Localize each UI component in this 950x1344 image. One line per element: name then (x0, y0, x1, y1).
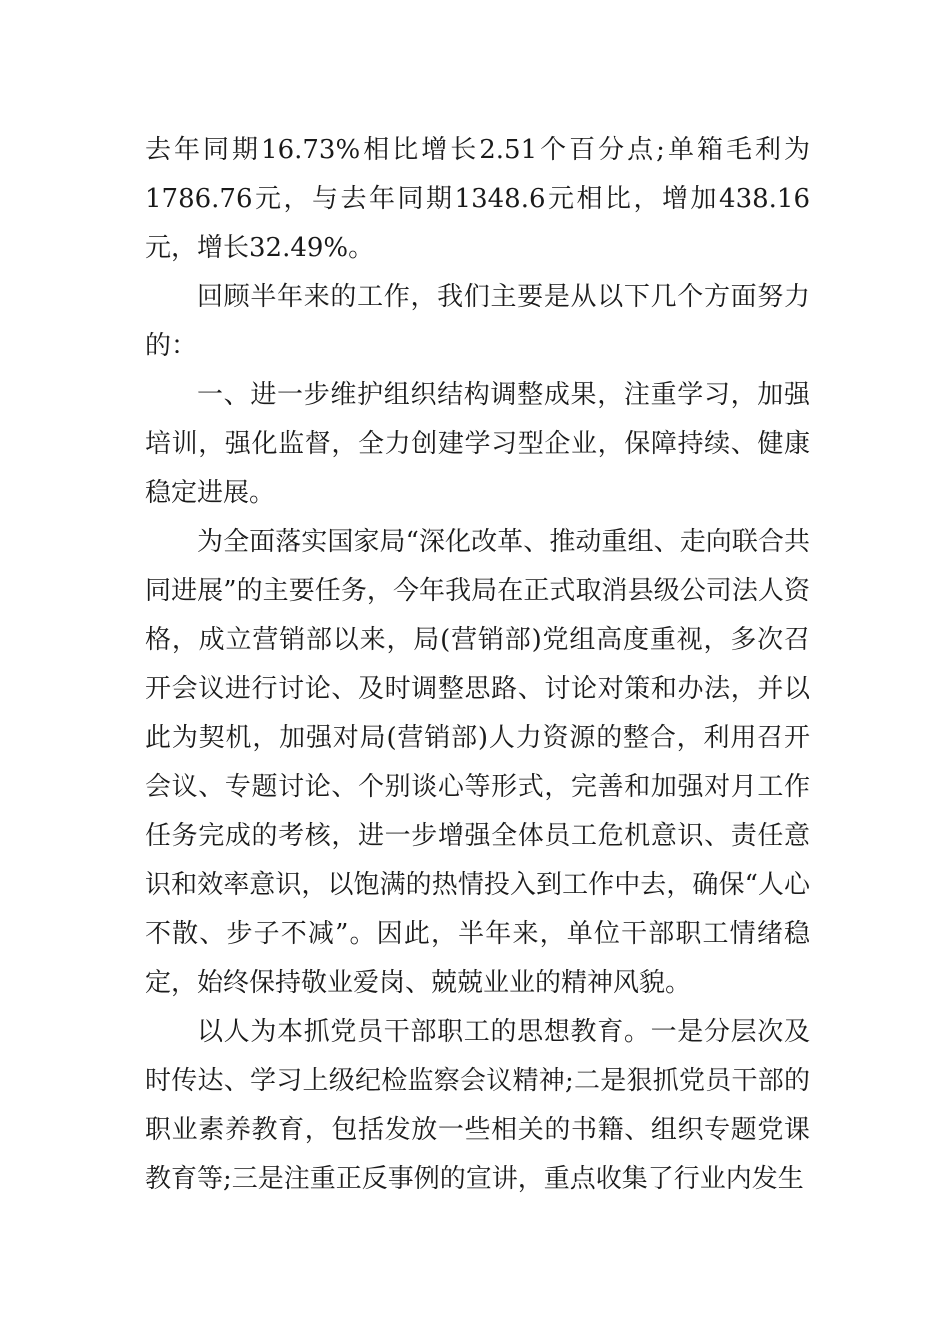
paragraph-1: 去年同期16.73%相比增长2.51个百分点;单箱毛利为1786.76元，与去年同期1348.6元相比，增加438.16元，增长32.49%。 (145, 135, 810, 263)
paragraph-5: 以人为本抓党员干部职工的思想教育。一是分层次及时传达、学习上级纪检监察会议精神;二是狠抓党员干部的职业素养教育，包括发放一些相关的书籍、组织专题党课教育等;三是注重正反事例的宣讲，重点收集了行业内发生 (145, 1017, 810, 1194)
paragraph-2: 回顾半年来的工作，我们主要是从以下几个方面努力的： (145, 282, 810, 361)
document-page (145, 126, 810, 1204)
paragraph-3: 一、进一步维护组织结构调整成果，注重学习，加强培训，强化监督，全力创建学习型企业，保障持续、健康稳定进展。 (145, 380, 810, 508)
paragraph-4: 为全面落实国家局“深化改革、推动重组、走向联合共同进展”的主要任务，今年我局在正式取消县级公司法人资格，成立营销部以来，局(营销部)党组高度重视，多次召开会议进行讨论、及时调整思路、讨论对策和办法，并以此为契机，加强对局(营销部)人力资源的整合，利用召开会议、专题讨论、个别谈心等形式，完善和加强对月工作任务完成的考核，进一步增强全体员工危机意识、责任意识和效率意识，以饱满的热情投入到工作中去，确保“人心不散、步子不减”。因此，半年来，单位干部职工情绪稳定，始终保持敬业爱岗、兢兢业业的精神风貌。 (145, 527, 810, 998)
